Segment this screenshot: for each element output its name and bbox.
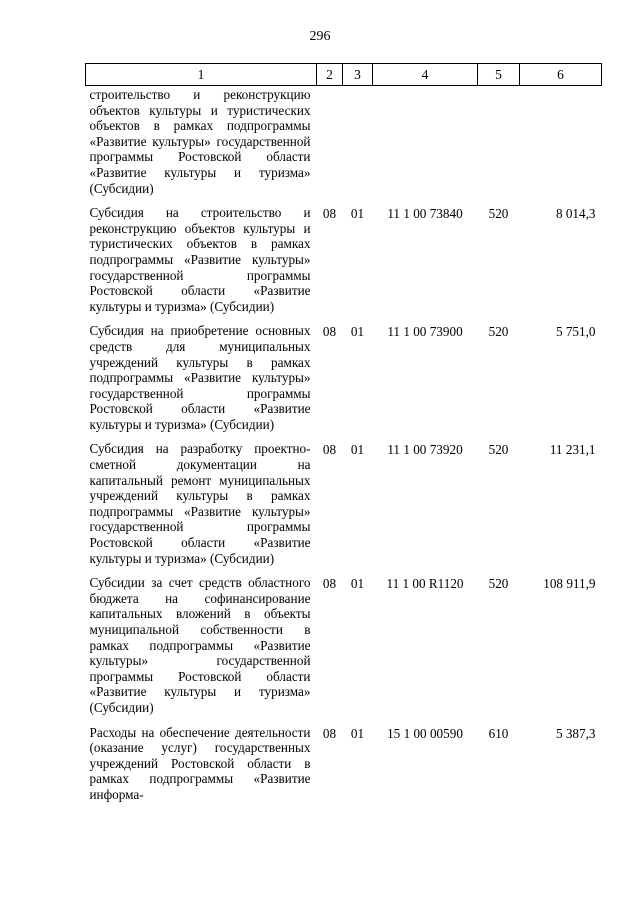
table-row [86, 86, 602, 206]
row-expense-type: 520 [488, 576, 509, 592]
row-section: 08 [322, 576, 337, 592]
row-description: строительство и реконструкцию объектов культуры и туристических объектов в рамках подпрограммы «Развитие культуры» государственной программы Ростовской области «Развитие культуры и туризма» (Субсидии) [89, 87, 311, 196]
row-description: Субсидии за счет средств областного бюджета на софинансирование капитальных вложений в объекты муниципальной собственности в рамках подпрограммы «Развитие культуры» государственной программы Ростовской области «Развитие культуры и туризма» (Субсидии) [89, 575, 311, 715]
row-target-code: 11 1 00 R1120 [386, 576, 464, 592]
row-subsection: 01 [350, 442, 365, 458]
row-target-code: 11 1 00 73900 [387, 324, 463, 340]
table-row [86, 441, 602, 575]
table-row [86, 323, 602, 441]
table-header-row [86, 64, 602, 86]
row-description: Расходы на обеспечение деятельности (оказание услуг) государственных учреждений Ростовской области в рамках подпрограммы «Развитие информа- [89, 724, 311, 802]
row-amount [520, 86, 602, 206]
row-section: 08 [322, 442, 337, 458]
column-header-6: 6 [520, 64, 602, 86]
row-subsection: 01 [350, 206, 365, 222]
row-target-code: 11 1 00 73840 [387, 206, 463, 222]
row-amount: 8 014,3 [555, 206, 596, 222]
page-number: 296 [309, 29, 331, 44]
row-expense-type: 520 [488, 442, 509, 458]
row-amount: 5 751,0 [555, 324, 596, 340]
row-target-code: 11 1 00 73920 [387, 442, 463, 458]
table-row [86, 725, 602, 812]
row-description: Субсидия на строительство и реконструкцию объектов культуры и туристических объектов в рамках подпрограммы «Развитие культуры» государственной программы Ростовской области «Развитие культуры и туризма» (Субсидии) [89, 205, 311, 314]
row-section: 08 [322, 725, 337, 741]
row-target-code [373, 86, 478, 206]
row-section: 08 [322, 206, 337, 222]
row-amount: 5 387,3 [555, 725, 596, 741]
row-description: Субсидия на разработку проектно-сметной документации на капитальный ремонт муниципальных учреждений культуры в рамках подпрограммы «Развитие культуры» государственной программы Ростовской области «Развитие культуры и туризма» (Субсидии) [89, 441, 311, 566]
table-row [86, 575, 602, 724]
row-subsection: 01 [350, 576, 365, 592]
row-target-code: 15 1 00 00590 [387, 725, 463, 741]
row-expense-type: 520 [488, 206, 509, 222]
table-row [86, 205, 602, 323]
row-subsection [343, 86, 373, 206]
row-expense-type [478, 86, 520, 206]
row-amount: 108 911,9 [543, 576, 596, 592]
column-header-2: 2 [317, 64, 343, 86]
row-subsection: 01 [350, 324, 365, 340]
column-header-3: 3 [343, 64, 373, 86]
row-amount: 11 231,1 [549, 442, 596, 458]
row-description: Субсидия на приобретение основных средств для муниципальных учреждений культуры в рамках подпрограммы «Развитие культуры» государственной программы Ростовской области «Развитие культуры и туризма» (Субсидии) [89, 323, 311, 432]
row-section: 08 [322, 324, 337, 340]
row-expense-type: 520 [488, 324, 509, 340]
row-section [317, 86, 343, 206]
column-header-5: 5 [478, 64, 520, 86]
row-subsection: 01 [350, 725, 365, 741]
row-expense-type: 610 [488, 725, 509, 741]
column-header-1: 1 [86, 64, 317, 86]
column-header-4: 4 [373, 64, 478, 86]
budget-table [85, 63, 602, 812]
